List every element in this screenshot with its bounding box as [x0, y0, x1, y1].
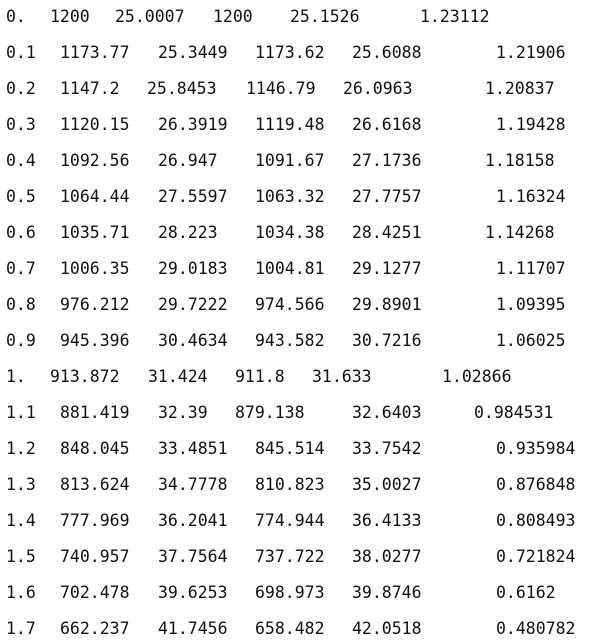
table-cell: 976.212 — [60, 295, 130, 314]
table-cell: 1147.2 — [60, 79, 120, 98]
table-cell: 26.3919 — [158, 115, 228, 134]
table-row — [0, 329, 602, 353]
table-cell: 0. — [6, 7, 26, 26]
table-cell: 37.7564 — [158, 547, 228, 566]
table-cell: 1.5 — [6, 547, 36, 566]
table-cell: 1.3 — [6, 475, 36, 494]
table-row — [0, 113, 602, 137]
table-cell: 1.14268 — [485, 223, 555, 242]
table-cell: 27.1736 — [352, 151, 422, 170]
table-cell: 1. — [6, 367, 26, 386]
table-row — [0, 77, 602, 101]
table-cell: 36.4133 — [352, 511, 422, 530]
table-cell: 32.6403 — [352, 403, 422, 422]
table-cell: 29.7222 — [158, 295, 228, 314]
table-cell: 810.823 — [255, 475, 325, 494]
table-cell: 1.18158 — [485, 151, 555, 170]
table-cell: 848.045 — [60, 439, 130, 458]
table-cell: 0.480782 — [496, 619, 576, 638]
table-cell: 1091.67 — [255, 151, 325, 170]
table-cell: 1.1 — [6, 403, 36, 422]
table-cell: 33.7542 — [352, 439, 422, 458]
table-cell: 974.566 — [255, 295, 325, 314]
table-cell: 29.8901 — [352, 295, 422, 314]
table-cell: 911.8 — [235, 367, 285, 386]
table-cell: 0.3 — [6, 115, 36, 134]
table-cell: 0.4 — [6, 151, 36, 170]
table-cell: 1200 — [50, 7, 90, 26]
table-cell: 0.6162 — [496, 583, 556, 602]
table-cell: 774.944 — [255, 511, 325, 530]
table-cell: 913.872 — [50, 367, 120, 386]
table-row — [0, 365, 602, 389]
table-cell: 1.20837 — [485, 79, 555, 98]
table-cell: 0.876848 — [496, 475, 576, 494]
table-cell: 0.1 — [6, 43, 36, 62]
table-cell: 1064.44 — [60, 187, 130, 206]
table-cell: 0.935984 — [496, 439, 576, 458]
table-cell: 698.973 — [255, 583, 325, 602]
table-cell: 943.582 — [255, 331, 325, 350]
table-row — [0, 401, 602, 425]
table-cell: 30.7216 — [352, 331, 422, 350]
table-row — [0, 41, 602, 65]
table-cell: 35.0027 — [352, 475, 422, 494]
table-cell: 1004.81 — [255, 259, 325, 278]
table-cell: 28.223 — [158, 223, 218, 242]
table-cell: 1.19428 — [496, 115, 566, 134]
table-cell: 1063.32 — [255, 187, 325, 206]
table-cell: 1.6 — [6, 583, 36, 602]
table-cell: 881.419 — [60, 403, 130, 422]
table-cell: 662.237 — [60, 619, 130, 638]
table-cell: 1.11707 — [496, 259, 566, 278]
table-row — [0, 293, 602, 317]
table-cell: 31.424 — [148, 367, 208, 386]
table-cell: 1.02866 — [442, 367, 512, 386]
table-cell: 33.4851 — [158, 439, 228, 458]
table-cell: 0.9 — [6, 331, 36, 350]
table-cell: 1173.77 — [60, 43, 130, 62]
table-cell: 1.16324 — [496, 187, 566, 206]
table-cell: 1.23112 — [420, 7, 490, 26]
table-row — [0, 257, 602, 281]
table-cell: 36.2041 — [158, 511, 228, 530]
table-cell: 0.984531 — [474, 403, 554, 422]
table-cell: 777.969 — [60, 511, 130, 530]
table-cell: 32.39 — [158, 403, 208, 422]
table-cell: 879.138 — [235, 403, 305, 422]
table-cell: 1.06025 — [496, 331, 566, 350]
table-row — [0, 221, 602, 245]
table-cell: 1146.79 — [246, 79, 316, 98]
table-row — [0, 581, 602, 605]
table-cell: 845.514 — [255, 439, 325, 458]
table-cell: 38.0277 — [352, 547, 422, 566]
table-row — [0, 545, 602, 569]
table-cell: 31.633 — [312, 367, 372, 386]
table-row — [0, 5, 602, 29]
table-cell: 737.722 — [255, 547, 325, 566]
table-cell: 1035.71 — [60, 223, 130, 242]
table-cell: 0.2 — [6, 79, 36, 98]
table-cell: 34.7778 — [158, 475, 228, 494]
table-cell: 25.3449 — [158, 43, 228, 62]
table-cell: 30.4634 — [158, 331, 228, 350]
table-cell: 658.482 — [255, 619, 325, 638]
table-cell: 29.1277 — [352, 259, 422, 278]
table-cell: 1200 — [213, 7, 253, 26]
table-row — [0, 185, 602, 209]
table-cell: 1120.15 — [60, 115, 130, 134]
table-cell: 702.478 — [60, 583, 130, 602]
table-cell: 25.1526 — [290, 7, 360, 26]
table-cell: 39.6253 — [158, 583, 228, 602]
table-cell: 1.09395 — [496, 295, 566, 314]
table-cell: 1119.48 — [255, 115, 325, 134]
table-cell: 1034.38 — [255, 223, 325, 242]
table-cell: 1092.56 — [60, 151, 130, 170]
table-cell: 27.5597 — [158, 187, 228, 206]
table-cell: 0.6 — [6, 223, 36, 242]
table-cell: 1173.62 — [255, 43, 325, 62]
table-cell: 0.8 — [6, 295, 36, 314]
table-cell: 29.0183 — [158, 259, 228, 278]
table-cell: 25.6088 — [352, 43, 422, 62]
table-cell: 39.8746 — [352, 583, 422, 602]
table-cell: 1006.35 — [60, 259, 130, 278]
table-cell: 25.8453 — [147, 79, 217, 98]
table-cell: 740.957 — [60, 547, 130, 566]
table-cell: 1.7 — [6, 619, 36, 638]
table-cell: 1.2 — [6, 439, 36, 458]
table-row — [0, 509, 602, 533]
table-cell: 27.7757 — [352, 187, 422, 206]
table-cell: 1.21906 — [496, 43, 566, 62]
table-cell: 0.5 — [6, 187, 36, 206]
table-cell: 945.396 — [60, 331, 130, 350]
table-cell: 26.6168 — [352, 115, 422, 134]
table-cell: 0.808493 — [496, 511, 576, 530]
table-cell: 41.7456 — [158, 619, 228, 638]
table-row — [0, 149, 602, 173]
table-row — [0, 473, 602, 497]
table-cell: 26.0963 — [343, 79, 413, 98]
table-cell: 42.0518 — [352, 619, 422, 638]
table-row — [0, 617, 602, 641]
table-cell: 0.7 — [6, 259, 36, 278]
table-cell: 26.947 — [158, 151, 218, 170]
table-cell: 25.0007 — [115, 7, 185, 26]
table-cell: 0.721824 — [496, 547, 576, 566]
table-cell: 1.4 — [6, 511, 36, 530]
table-cell: 28.4251 — [352, 223, 422, 242]
table-row — [0, 437, 602, 461]
table-cell: 813.624 — [60, 475, 130, 494]
